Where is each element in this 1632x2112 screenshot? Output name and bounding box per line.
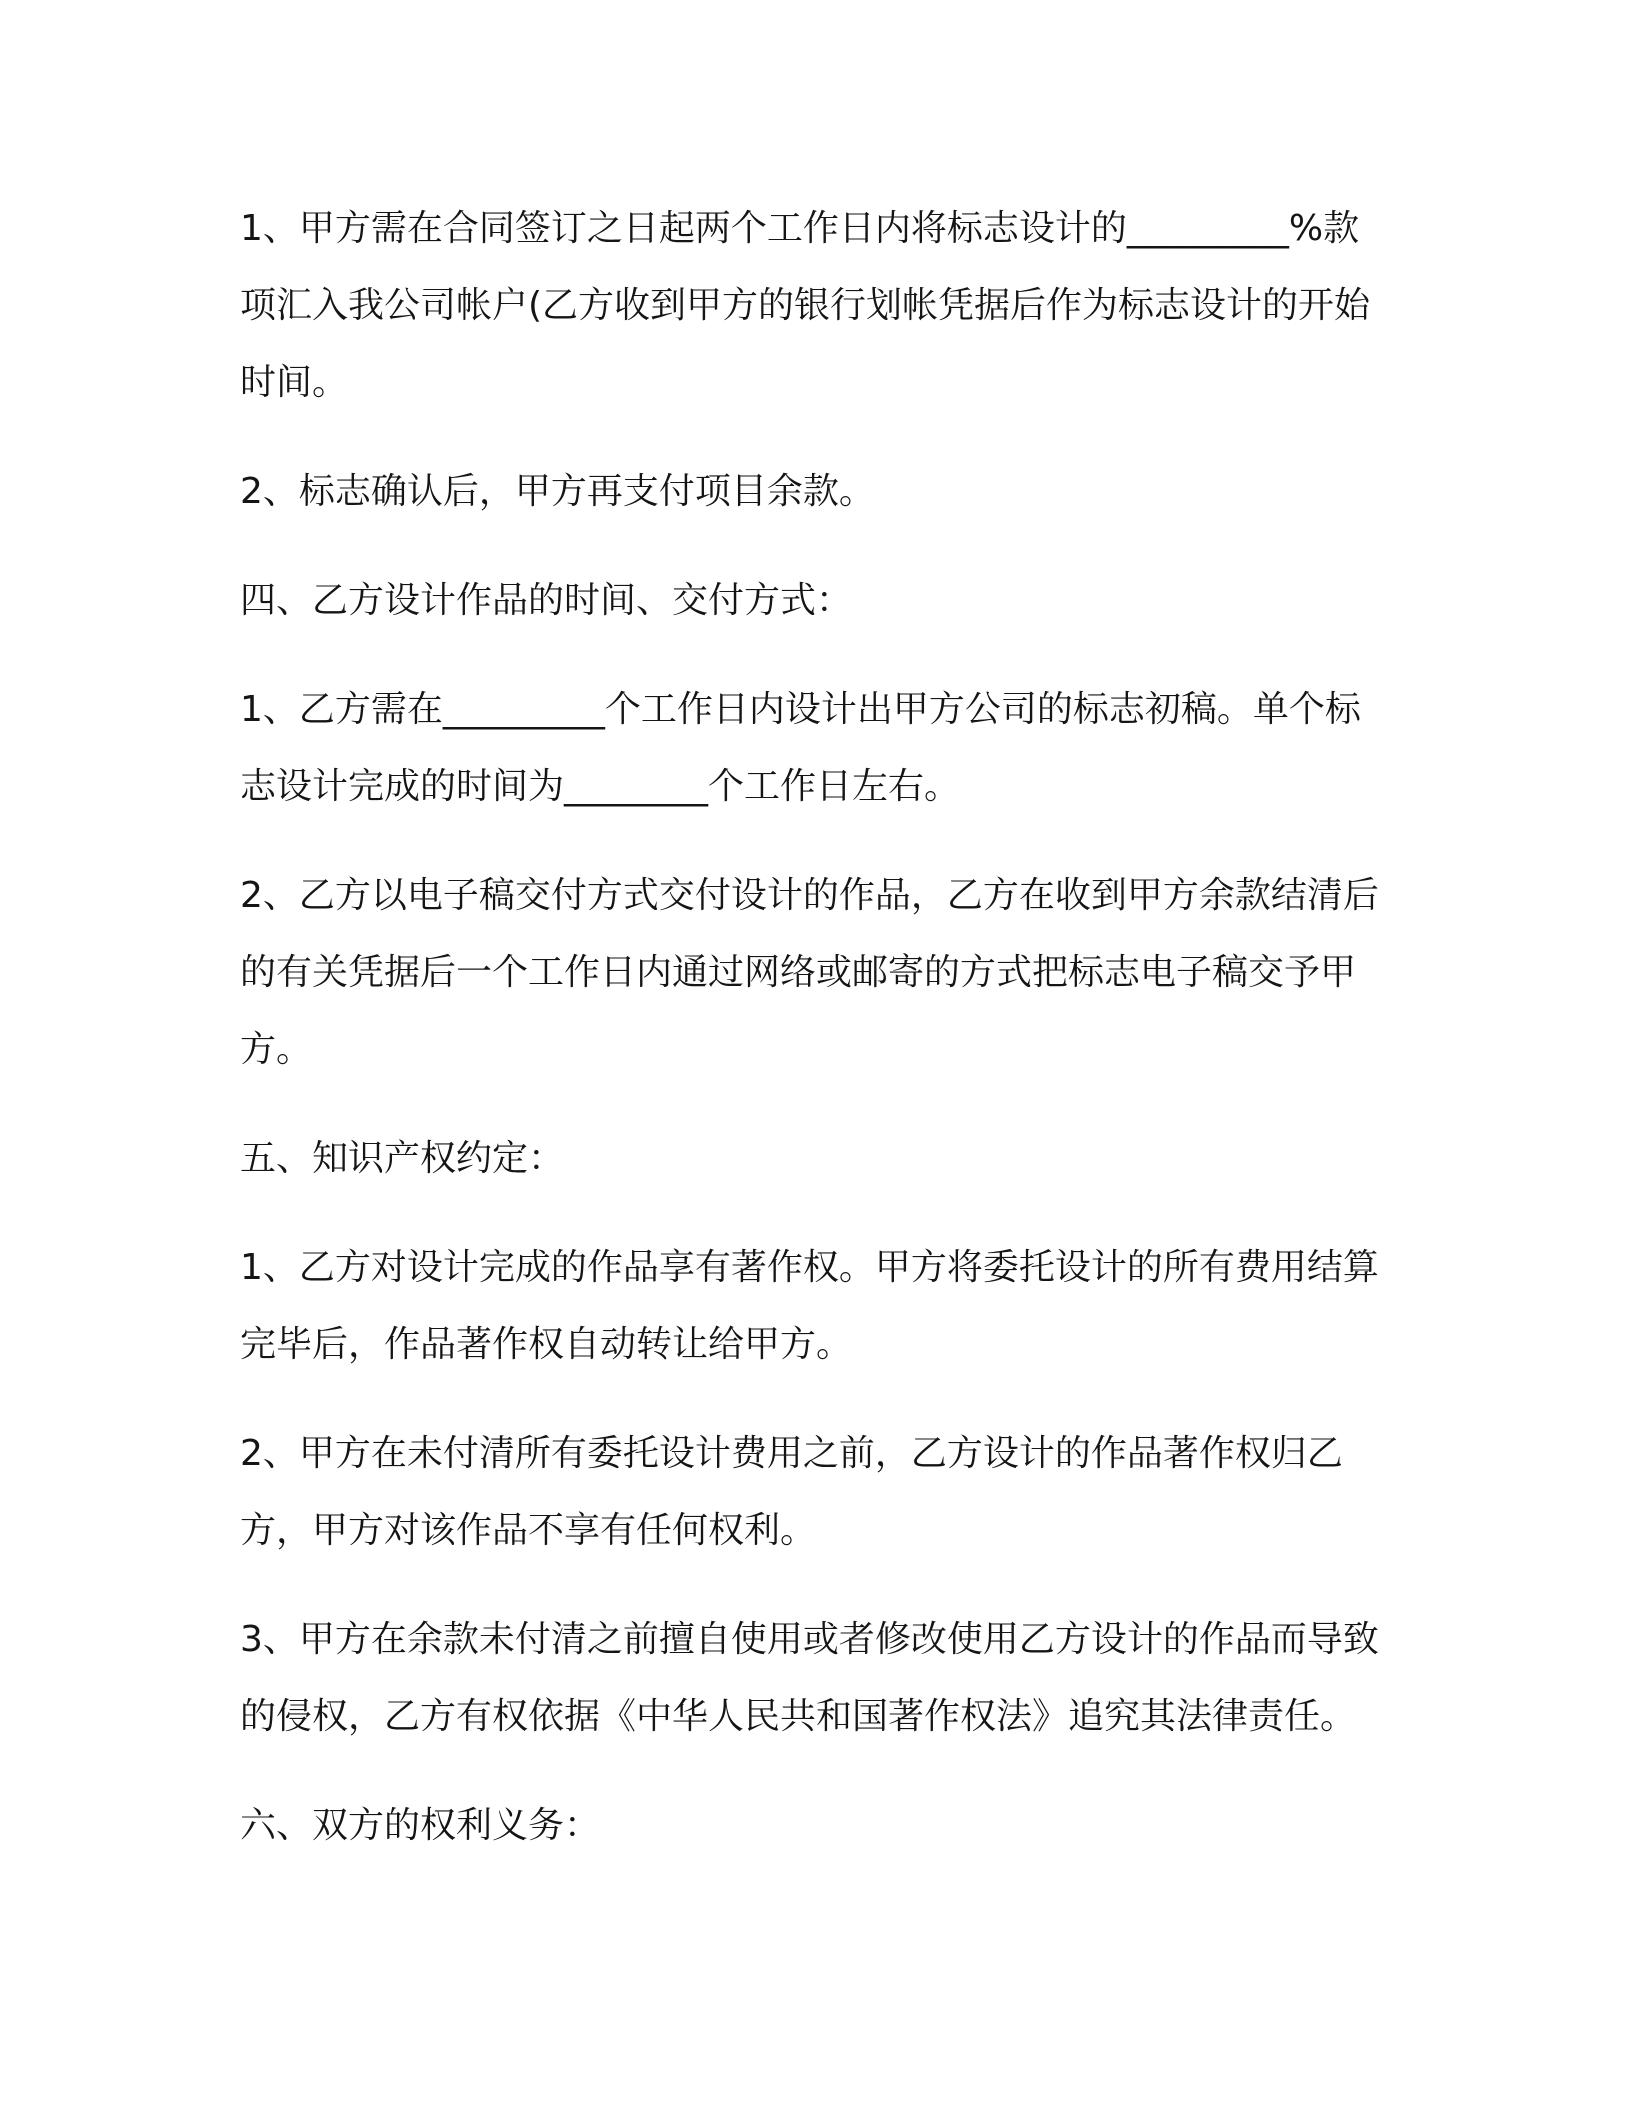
delivery-clause-2: 2、乙方以电子稿交付方式交付设计的作品，乙方在收到甲方余款结清后的有关凭据后一个工作日内通过网络或邮寄的方式把标志电子稿交予甲方。 bbox=[240, 875, 1379, 1070]
payment-clause-1: 1、甲方需在合同签订之日起两个工作日内将标志设计的_________%款项汇入我公司帐户(乙方收到甲方的银行划帐凭据后作为标志设计的开始时间。 bbox=[240, 208, 1371, 403]
ip-clause-2: 2、甲方在未付清所有委托设计费用之前，乙方设计的作品著作权归乙方，甲方对该作品不享有任何权利。 bbox=[240, 1433, 1343, 1551]
section-heading-ip: 五、知识产权约定： bbox=[240, 1138, 565, 1179]
delivery-clause-1: 1、乙方需在_________个工作日内设计出甲方公司的标志初稿。单个标志设计完成的时间为________个工作日左右。 bbox=[240, 689, 1361, 807]
section-heading-delivery: 四、乙方设计作品的时间、交付方式： bbox=[240, 580, 853, 621]
payment-clause-2: 2、标志确认后，甲方再支付项目余款。 bbox=[240, 471, 875, 512]
ip-clause-1: 1、乙方对设计完成的作品享有著作权。甲方将委托设计的所有费用结算完毕后，作品著作权自动转让给甲方。 bbox=[240, 1247, 1379, 1365]
ip-clause-3: 3、甲方在余款未付清之前擅自使用或者修改使用乙方设计的作品而导致的侵权，乙方有权依据《中华人民共和国著作权法》追究其法律责任。 bbox=[240, 1619, 1379, 1737]
section-heading-rights: 六、双方的权利义务： bbox=[240, 1805, 601, 1846]
document-body bbox=[240, 190, 1390, 1896]
